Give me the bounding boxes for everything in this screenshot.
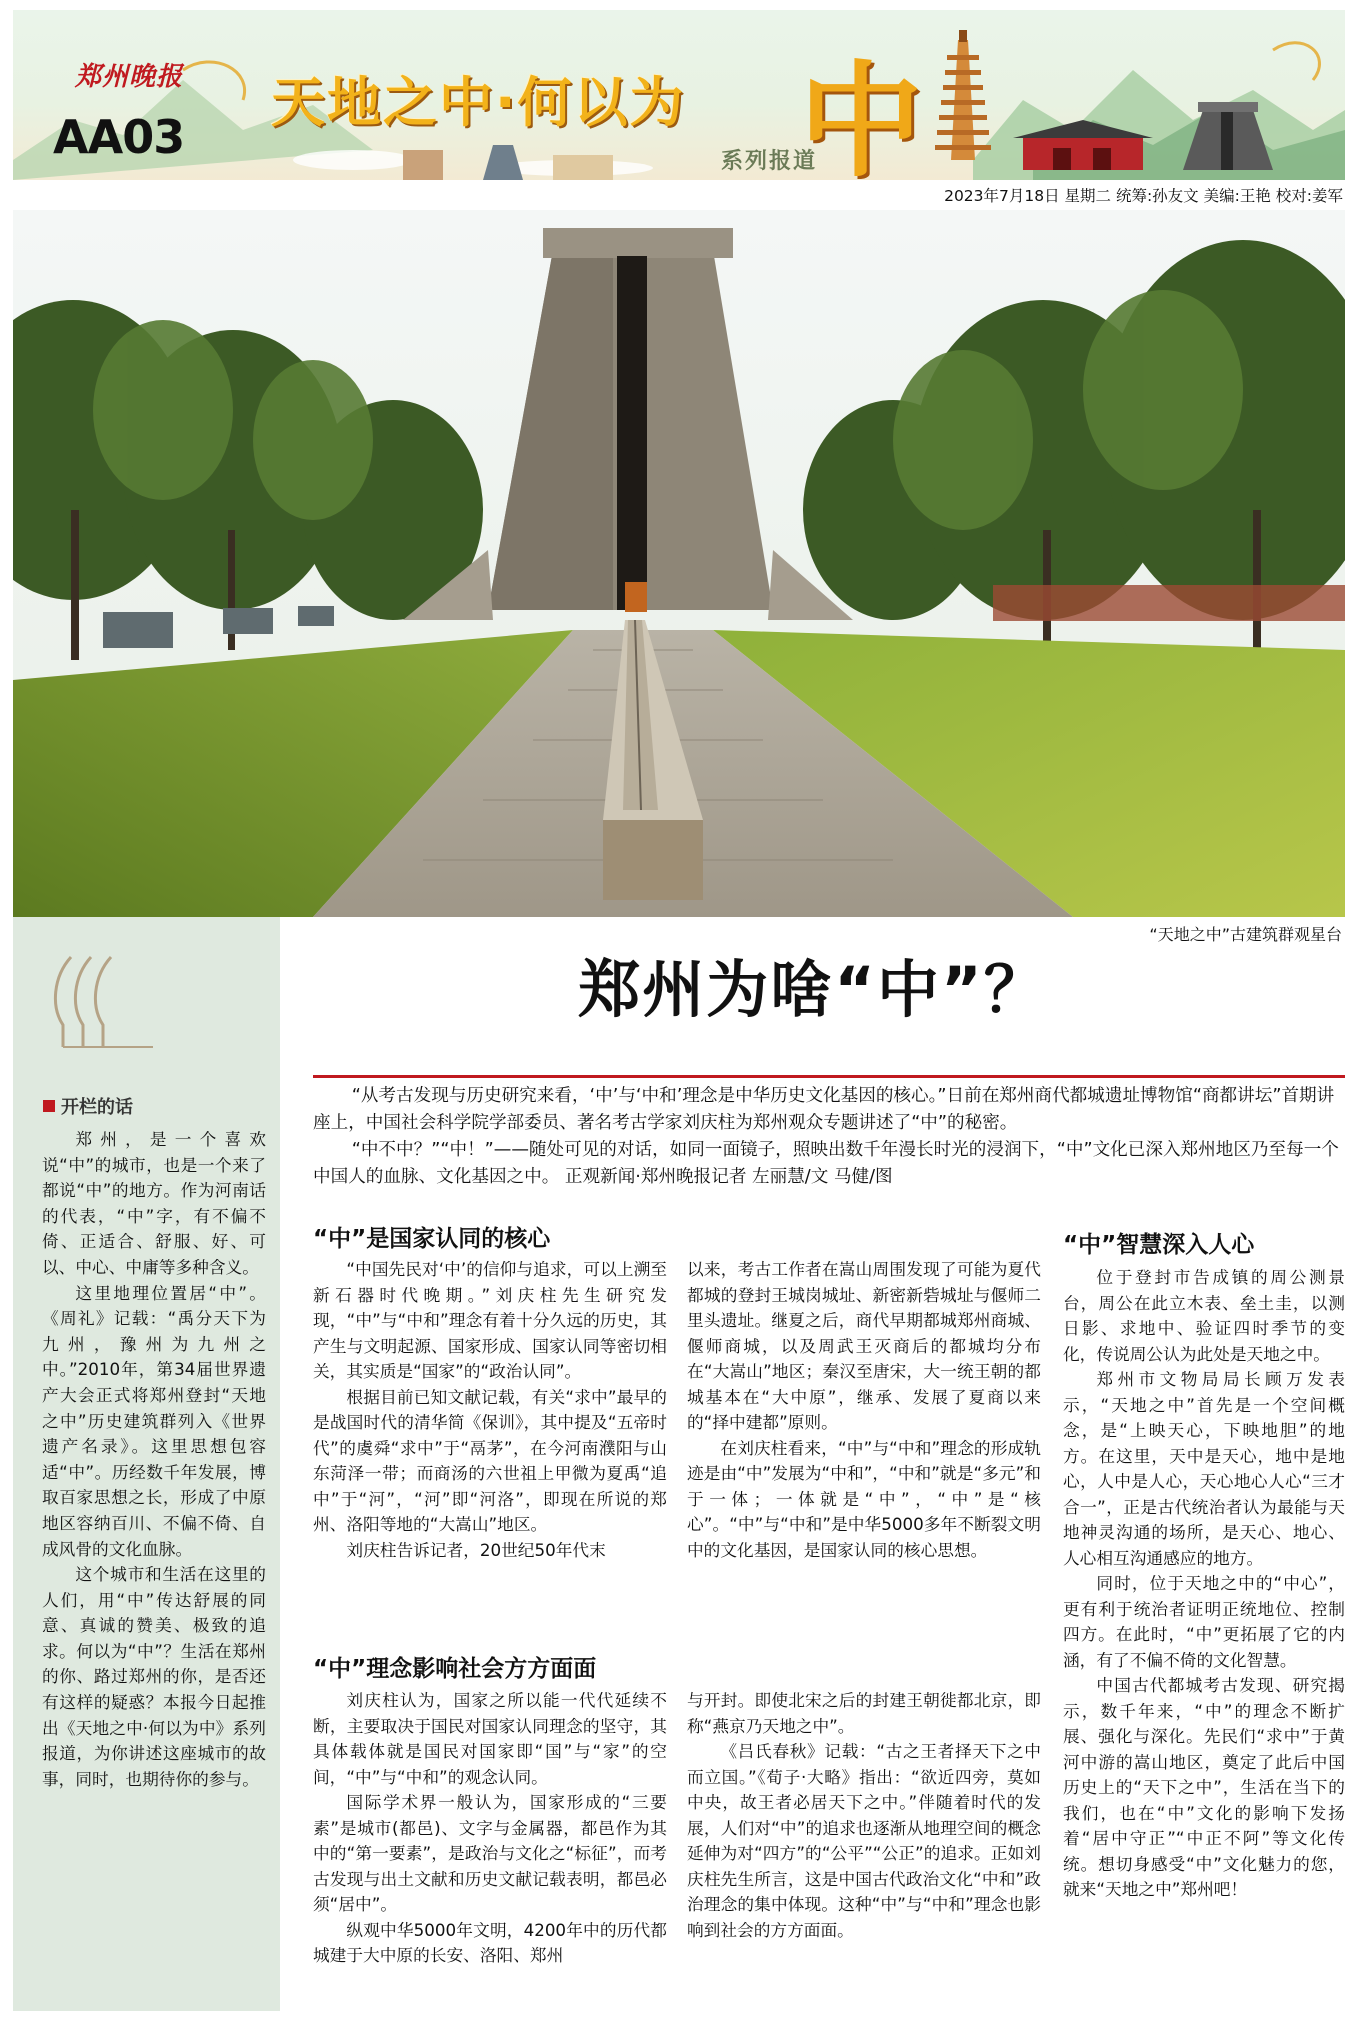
section3-column [1063, 1265, 1345, 1903]
section2-column-1 [313, 1688, 667, 1969]
body-paragraph: 以来，考古工作者在嵩山周围发现了可能为夏代都城的登封王城岗城址、新密新砦城址与偃师二里头遗址。继夏之后，商代早期都城郑州商城、偃师商城，以及周武王灭商后的都城均分布在“大嵩山”地区；秦汉至唐宋，大一统王朝的都城基本在“大中原”，继承、发展了夏商以来的“择中建都”原则。 [687, 1259, 1041, 1432]
section1-column-1 [313, 1257, 667, 1563]
sidebar-paragraph: 这里地理位置居“中”。《周礼》记载：“禹分天下为九州，豫州为九州之中。”2010年，第34届世界遗产大会正式将郑州登封“天地之中”历史建筑群列入《世界遗产名录》。这里思想包容适“中”。历经数千年发展，博取百家思想之长，形成了中原地区容纳百川、不偏不倚、自成风骨的文化血脉。 [42, 1282, 266, 1559]
body-paragraph: 中国古代都城考古发现、研究揭示，数千年来，“中”的理念不断扩展、强化与深化。先民们“求中”于黄河中游的嵩山地区，奠定了此后中国历史上的“天下之中”，生活在当下的我们，也在“中”文化的影响下发扬着“居中守正”“中正不阿”等文化传统。想切身感受“中”文化魅力的您，就来“天地之中”郑州吧！ [1063, 1675, 1345, 1899]
page-number: AA03 [53, 110, 185, 164]
pagoda-icon [935, 30, 991, 160]
body-paragraph: 根据目前已知文献记载，有关“求中”最早的是战国时代的清华简《保训》，其中提及“五帝时代”的虞舜“求中”于“鬲茅”，在今河南濮阳与山东菏泽一带；而商汤的六世祖上甲微为夏禹“追中”于“河”，“河”即“河洛”，即现在所说的郑州、洛阳等地的“大嵩山”地区。 [313, 1386, 667, 1534]
series-subtitle: 系列报道 [721, 149, 818, 174]
body-paragraph: 与开封。即使北宋之后的封建王朝徙都北京，即称“燕京乃天地之中”。 [687, 1690, 1041, 1736]
body-paragraph: “中国先民对‘中’的信仰与追求，可以上溯至新石器时代晚期。”刘庆柱先生研究发现，“中”与“中和”理念有着十分久远的历史，其产生与文明起源、国家形成、国家认同等密切相关，其实质是“国家”的“政治认同”。 [313, 1259, 667, 1381]
body-paragraph: 位于登封市告成镇的周公测景台，周公在此立木表、垒土圭，以测日影、求地中、验证四时季节的变化，传说周公认为此处是天地之中。 [1063, 1267, 1345, 1364]
body-paragraph: 刘庆柱告诉记者，20世纪50年代末 [346, 1539, 606, 1560]
series-title: 天地之中·何以为 [271, 71, 686, 134]
sidebar-body [42, 1127, 266, 1792]
sidebar-paragraph: 这个城市和生活在这里的人们，用“中”传达舒展的同意、真诚的赞美、极致的追求。何以为“中”？生活在郑州的你、路过郑州的你，是否还有这样的疑惑？本报今日起推出《天地之中·何以为中》系列报道，为你讲述这座城市的故事，同时，也期待你的参与。 [42, 1564, 266, 1789]
section1-column-2 [687, 1257, 1041, 1563]
section-heading-1: “中”是国家认同的核心 [313, 1226, 551, 1252]
section-heading-2: “中”理念影响社会方方面面 [313, 1656, 597, 1682]
body-paragraph: 在刘庆柱看来，“中”与“中和”理念的形成轨迹是由“中”发展为“中和”，“中和”就是“多元”和于一体；一体就是“中”，“中”是“核心”。“中”与“中和”是中华5000多年不断裂文明中的文化基因，是国家认同的核心思想。 [687, 1437, 1041, 1560]
intro-paragraph: “中不中？”“中！”——随处可见的对话，如同一面镜子，照映出数千年漫长时光的浸润下，“中”文化已深入郑州地区乃至每一个中国人的血脉、文化基因之中。 正观新闻·郑州晚报记者 左丽慧/文 马健/图 [313, 1140, 1339, 1187]
series-title-big-char: 中 [799, 50, 924, 180]
body-paragraph: 《吕氏春秋》记载：“古之王者择天下之中而立国。”《荀子·大略》指出：“欲近四旁，莫如中央，故王者必居天下之中。”伴随着时代的发展，人们对“中”的追求也逐渐从地理空间的概念延伸为对“四方”的“公平”“公正”的追求。正如刘庆柱先生所言，这是中国古代政治文化“中和”政治理念的集中体现。这种“中”与“中和”理念也影响到社会的方方面面。 [687, 1741, 1041, 1940]
sidebar-heading [43, 1093, 133, 1119]
article-intro [313, 1083, 1345, 1191]
section2-column-2 [687, 1688, 1041, 1943]
paper-logo: 郑州晚报 [75, 62, 184, 92]
body-paragraph: 郑州市文物局局长顾万发表示，“天地之中”首先是一个空间概念，是“上映天心，下映地胆”的地方。在这里，天中是天心，地中是地心，人中是人心，天心地心人心“三才合一”，正是古代统治者认为最能与天地神灵沟通的场所，是天心、地心、人心相互沟通感应的地方。 [1063, 1369, 1345, 1568]
section-heading-3: “中”智慧深入人心 [1063, 1232, 1255, 1258]
dateline: 2023年7月18日 星期二 统筹:孙友文 美编:王艳 校对:姜军 [944, 187, 1343, 205]
body-paragraph: 纵观中华5000年文明，4200年中的历代都城建于大中原的长安、洛阳、郑州 [313, 1919, 667, 1965]
photo-caption: “天地之中”古建筑群观星台 [1149, 925, 1342, 944]
body-paragraph: 刘庆柱认为，国家之所以能一代代延续不断，主要取决于国民对国家认同理念的坚守，其具体载体就是国民对国家即“国”与“家”的空间，“中”与“中和”的观念认同。 [313, 1690, 667, 1787]
body-paragraph: 国际学术界一般认为，国家形成的“三要素”是城市(都邑)、文字与金属器，都邑作为其中的“第一要素”，是政治与文化之“标征”，而考古发现与出土文献和历史文献记载表明，都邑必须“居中”。 [313, 1792, 667, 1914]
intro-rule [313, 1075, 1345, 1078]
masthead [13, 10, 1345, 180]
article-headline: 郑州为啥“中”？ [578, 953, 1048, 1026]
observatory-photo [13, 210, 1345, 917]
heading-marker [43, 1100, 55, 1112]
observatory-photo-illustration [13, 210, 1345, 917]
sidebar-paragraph: 郑州，是一个喜欢说“中”的城市，也是一个来了都说“中”的地方。作为河南话的代表，“中”字，有不偏不倚、正适合、舒服、好、可以、中心、中庸等多种含义。 [42, 1129, 266, 1277]
editor-note-sidebar [13, 917, 280, 2011]
intro-paragraph: “从考古发现与历史研究来看，‘中’与‘中和’理念是中华历史文化基因的核心。”日前在郑州商代都城遗址博物馆“商都讲坛”首期讲座上，中国社会科学院学部委员、著名考古学家刘庆柱为郑州观众专题讲述了“中”的秘密。 [313, 1086, 1335, 1133]
body-paragraph: 同时，位于天地之中的“中心”，更有利于统治者证明正统地位、控制四方。在此时，“中”更拓展了它的内涵，有了不偏不倚的文化智慧。 [1063, 1573, 1345, 1670]
quote-mark-icon [43, 947, 153, 1057]
sidebar-heading-label: 开栏的话 [61, 1097, 133, 1118]
